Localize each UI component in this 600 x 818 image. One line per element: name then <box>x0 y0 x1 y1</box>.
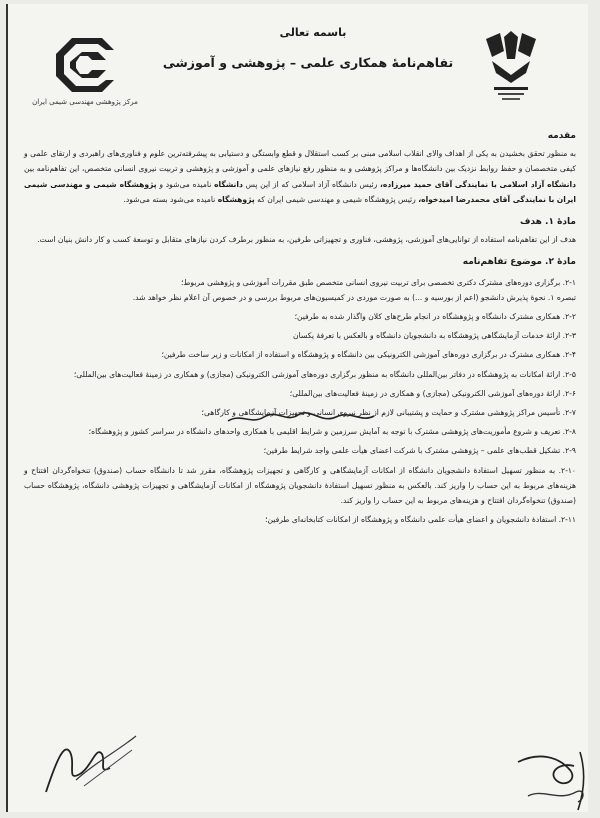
signature-right-icon <box>498 742 593 814</box>
clause-2-7: ۲-۷. تأسیس مراکز پژوهشی مشترک و حمایت و پشتیبانی لازم از نظر نیروی انسانی و تجهیزات آزمایشگاهی و کارگاهی؛ <box>201 408 576 418</box>
short-name-university: دانشگاه <box>214 179 243 189</box>
clause-2-8: ۲-۸. تعریف و شروع مأموریت‌های پژوهشی مشترک با توجه به آمایش سرزمین و شرایط اقلیمی با همکاری واحدهای دانشگاه در سراسر کشور و پژوهشگاه؛ <box>88 427 576 437</box>
handwritten-annotation <box>226 411 376 427</box>
clause-2-1: ۲-۱. برگزاری دوره‌های مشترک دکتری تخصصی برای تربیت نیروی انسانی متخصص طبق مقررات آموزشی و پژوهشی مربوط؛ <box>180 277 576 287</box>
representative-university: آقای حمید میرزاده، <box>380 179 453 189</box>
clause-2-6: ۲-۶. ارائهٔ دوره‌های آموزشی الکترونیکی (مجازی) و همکاری در زمینهٔ فعالیت‌های بین‌المللی؛ <box>289 388 576 398</box>
article-2-heading: مادهٔ ۲. موضوع تفاهم‌نامه <box>462 257 576 268</box>
logo-caption: مرکز پژوهشی مهندسی شیمی ایران <box>32 98 138 106</box>
representative-prefix: با نمایندگی <box>454 179 497 189</box>
party-institute: پژوهشگاه شیمی و مهندسی شیمی ایران <box>24 179 576 204</box>
intro-text-4: رئیس پژوهشگاه شیمی و مهندسی شیمی ایران که <box>257 194 416 204</box>
short-name-institute: پژوهشگاه <box>217 194 255 204</box>
clause-2-2: ۲-۲. همکاری مشترک دانشگاه و پژوهشگاه در انجام طرح‌های کلان واگذار شده به طرفین؛ <box>294 312 576 322</box>
signature-left-icon <box>36 722 146 804</box>
intro-text-1: به منظور تحقق بخشیدن به یکی از اهداف والای انقلاب اسلامی مبنی بر کسب استقلال و قطع وابستگی و دستیابی به پیشرفته‌ترین علوم و فناوری‌های راهبردی و ارتقای علمی و کیفی متخصصان و حفظ روابط نزدیک بین دانشگاه‌ها و مراکز پژوهشی و به منظور رفع نیازهای علمی و آموزشی و پژوهشی و تربیت نیروی انسانی متخصص، این تفاهم‌نامه بین <box>24 149 576 174</box>
clause-2-4: ۲-۴. همکاری مشترک در برگزاری دوره‌های آموزشی الکترونیکی بین دانشگاه و پژوهشگاه و استفاده از امکانات و زیر ساخت طرفین؛ <box>161 350 576 360</box>
document-title: تفاهم‌نامهٔ همکاری علمی – پژوهشی و آموزشی <box>162 55 454 70</box>
document-body <box>24 121 576 527</box>
intro-text-5: نامیده می‌شود بسته می‌شود. <box>123 194 216 204</box>
intro-text-2: رئیس دانشگاه آزاد اسلامی که از این پس <box>245 179 378 189</box>
university-logo-icon <box>482 29 540 104</box>
clause-2-10: ۲-۱۰. به منظور تسهیل استفادهٔ دانشجویان دانشگاه از امکانات آزمایشگاهی و کارگاهی و تجهیزات پژوهشگاه، مقرر شد تا دانشگاه حساب (صندوق) تنخواه‌گردان افتتاح و هزینه‌های مربوط به این حساب را واریز کند. بالعکس به منظور تسهیل استفادهٔ دانشجویان پژوهشگاه از امکانات آزمایشگاهی و تجهیزات پژوهشی دانشگاه، پژوهشگاه حساب (صندوق) تنخواه‌گردان افتتاح و هزینه‌های مربوط به این حساب را واریز کند. <box>24 465 576 506</box>
bismillah: باسمه تعالی <box>279 26 347 39</box>
note-1: تبصره ۱. نحوهٔ پذیرش دانشجو (اعم از بورسیه و ...) به صورت موردی در کمیسیون‌های مربوط بررسی و در خصوص آن اعلام نظر خواهد شد. <box>132 292 576 302</box>
intro-paragraph <box>24 146 576 207</box>
clause-2-5: ۲-۵. ارائهٔ امکانات به پژوهشگاه در دفاتر بین‌المللی دانشگاه به منظور برگزاری دوره‌های آموزشی الکترونیکی (مجازی) و همکاری در زمینهٔ فعالیت‌های بین‌المللی؛ <box>73 369 576 379</box>
document-page <box>6 4 588 812</box>
representative-institute: با نمایندگی آقای محمدرضا امیدخواه، <box>418 194 555 204</box>
party-university: دانشگاه آزاد اسلامی <box>499 179 576 189</box>
clause-2-9: ۲-۹. تشکیل قطب‌های علمی – پژوهشی مشترک با شرکت اعضای هیأت علمی واجد شرایط طرفین؛ <box>263 446 576 456</box>
clause-2-11: ۲-۱۱. استفادهٔ دانشجویان و اعضای هیأت علمی دانشگاه و پژوهشگاه از امکانات کتابخانه‌ای طرفین؛ <box>265 515 576 525</box>
article-1-text: هدف از این تفاهم‌نامه استفاده از توانایی‌های آموزشی، پژوهشی، فناوری و تجهیزاتی طرفین، به منظور برطرف کردن نیازهای متقابل و توسعهٔ کسب و کار دانش بنیان است. <box>37 235 576 245</box>
intro-text-3: نامیده می‌شود و <box>159 179 212 189</box>
clause-2-3: ۲-۳. ارائهٔ خدمات آزمایشگاهی پژوهشگاه به دانشجویان دانشگاه و بالعکس با تعرفهٔ یکسان <box>293 331 576 341</box>
article-1-heading: مادهٔ ۱. هدف <box>520 217 576 228</box>
intro-heading: مقدمه <box>547 131 576 141</box>
research-institute-logo-icon <box>52 34 122 96</box>
